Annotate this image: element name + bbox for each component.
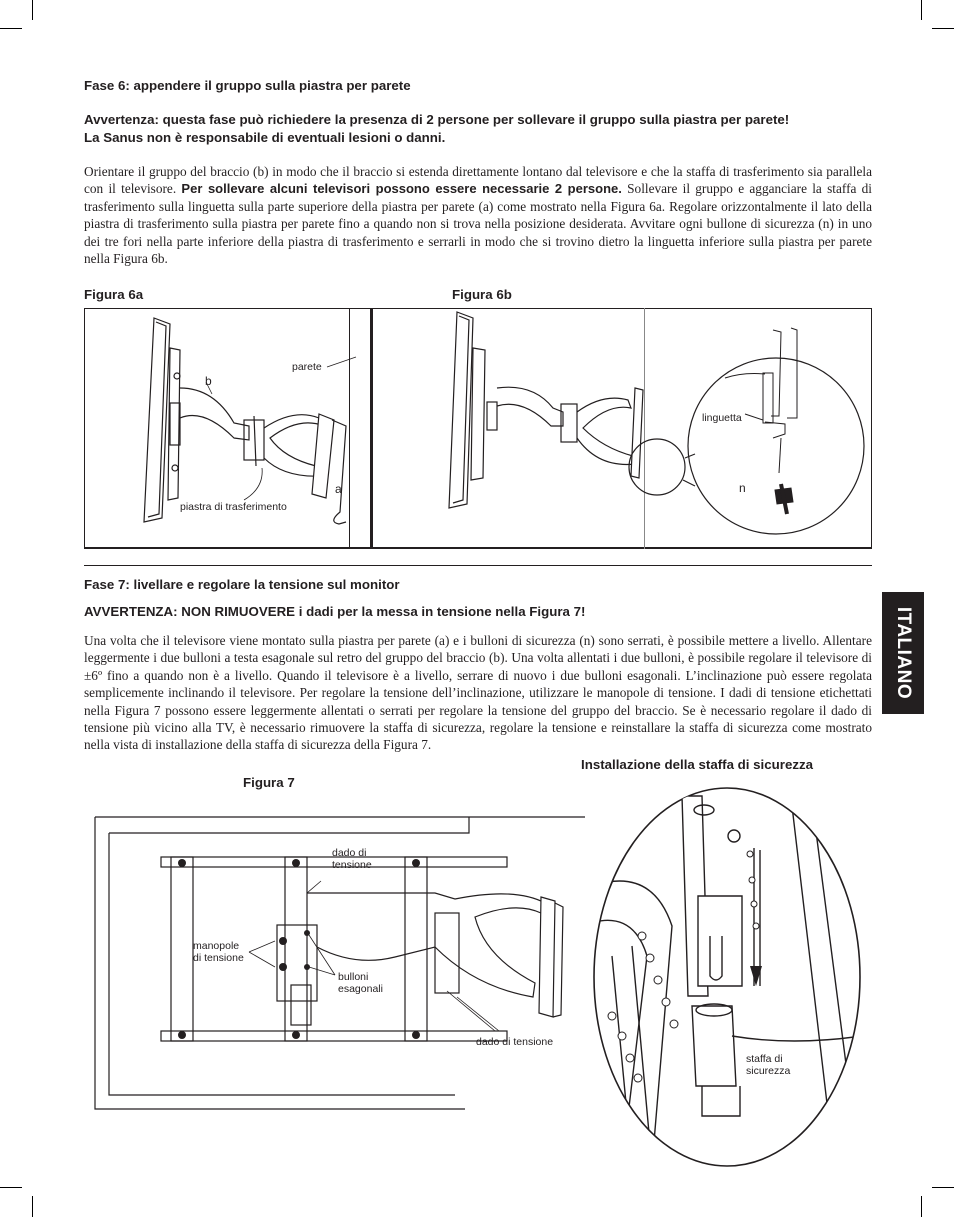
label-staffa-line1: staffa di	[746, 1053, 783, 1065]
label-bulloni-line2: esagonali	[338, 983, 383, 995]
step6-warning-line2: La Sanus non è responsabile di eventuali lesioni o danni.	[84, 130, 446, 145]
crop-mark	[921, 0, 922, 20]
step6-paragraph	[84, 163, 872, 267]
label-manopole-line1: manopole	[193, 940, 240, 952]
crop-mark	[0, 28, 22, 29]
step7-warning: AVVERTENZA: NON RIMUOVERE i dadi per la messa in tensione nella Figura 7!	[84, 604, 586, 619]
language-tab-label: ITALIANO	[893, 606, 914, 700]
label-bulloni	[338, 971, 383, 995]
crop-mark	[932, 28, 954, 29]
section-rule	[84, 565, 872, 566]
figure6a-title: Figura 6a	[84, 287, 144, 302]
figure6b-title: Figura 6b	[452, 287, 512, 302]
label-staffa-line2: sicurezza	[746, 1065, 791, 1077]
step6-para-bold: Per sollevare alcuni televisori possono essere necessarie 2 persone.	[181, 181, 622, 197]
step6-warning	[84, 111, 874, 147]
figure6b-illustration	[373, 308, 872, 549]
label-bulloni-line1: bulloni	[338, 971, 369, 983]
label-dado-top-line1: dado di	[332, 847, 367, 859]
label-staffa	[746, 1053, 790, 1077]
step7-paragraph: Una volta che il televisore viene montato sulla piastra per parete (a) e i bulloni di sicurezza (n) sono serrati, è possibile mettere a livello. Allentare leggermente i due bulloni a testa esagonale sul retro del gruppo del braccio (b). Una volta allentati i due bulloni, è possibile regolare il televisore di ±6º fino a quando non è a livello. Quando il televisore è a livello, serrare di nuovo i due bulloni esagonali. L’inclinazione può essere regolata semplicemente inclinando il televisore. Per regolare la tensione dell’inclinazione, utilizzare le manopole di tensione. I dadi di tensione etichettati nella Figura 7 possono essere leggermente allentati o serrati per regolare la tensione del gruppo del braccio. Se è necessario regolare il dado di tensione più vicino alla TV, è necessario rimuovere la staffa di sicurezza, regolare la tensione e reinstallare la staffa di sicurezza come mostrato nella vista di installazione della staffa di sicurezza della Figura 7.	[84, 633, 872, 753]
step6-heading: Fase 6: appendere il gruppo sulla piastra per parete	[84, 78, 411, 93]
step6-warning-line1: Avvertenza: questa fase può richiedere la presenza di 2 persone per sollevare il gruppo sulla piastra per parete!	[84, 112, 790, 127]
label-manopole	[193, 940, 244, 964]
step7-heading: Fase 7: livellare e regolare la tensione sul monitor	[84, 577, 400, 592]
crop-mark	[0, 1187, 22, 1188]
figure7-title: Figura 7	[243, 775, 295, 790]
label-manopole-line2: di tensione	[193, 952, 244, 964]
crop-mark	[32, 0, 33, 20]
crop-mark	[932, 1187, 954, 1188]
crop-mark	[921, 1196, 922, 1217]
label-a: a	[335, 482, 342, 496]
label-dado-top-line2: tensione	[332, 859, 372, 871]
language-tab	[882, 592, 924, 714]
label-parete: parete	[292, 361, 322, 373]
crop-mark	[32, 1196, 33, 1217]
safety-bracket-illustration	[592, 786, 862, 1168]
step6-para-part2: Sollevare il gruppo e agganciare la staffa di trasferimento sulla linguetta sulla parte superiore della piastra per parete (a) come mostrato nella Figura 6a. Regolare orizzontalmente il lato della piastra di trasferimento sulla piastra per parete fino a quando non si trova nella posizione desiderata. Avvitare ogni bullone di sicurezza (n) in uno dei tre fori nella parte inferiore della piastra di trasferimento e serrarli in modo che si trovino dietro la linguetta inferiore sulla piastra per parete nella Figura 6b.	[84, 181, 873, 267]
safety-bracket-title: Installazione della staffa di sicurezza	[581, 757, 814, 772]
label-dado-bottom: dado di tensione	[476, 1036, 554, 1048]
label-linguetta: linguetta	[702, 412, 742, 424]
label-dado-top	[332, 847, 372, 871]
label-n: n	[739, 481, 746, 495]
label-piastra: piastra di trasferimento	[180, 501, 287, 513]
step6-para-part1: Orientare il gruppo del braccio (b) in modo che il braccio si estenda direttamente lontano dal televisore e che la staffa di trasferimento sia parallela con il televisore.	[84, 164, 872, 197]
label-b: b	[205, 374, 212, 388]
